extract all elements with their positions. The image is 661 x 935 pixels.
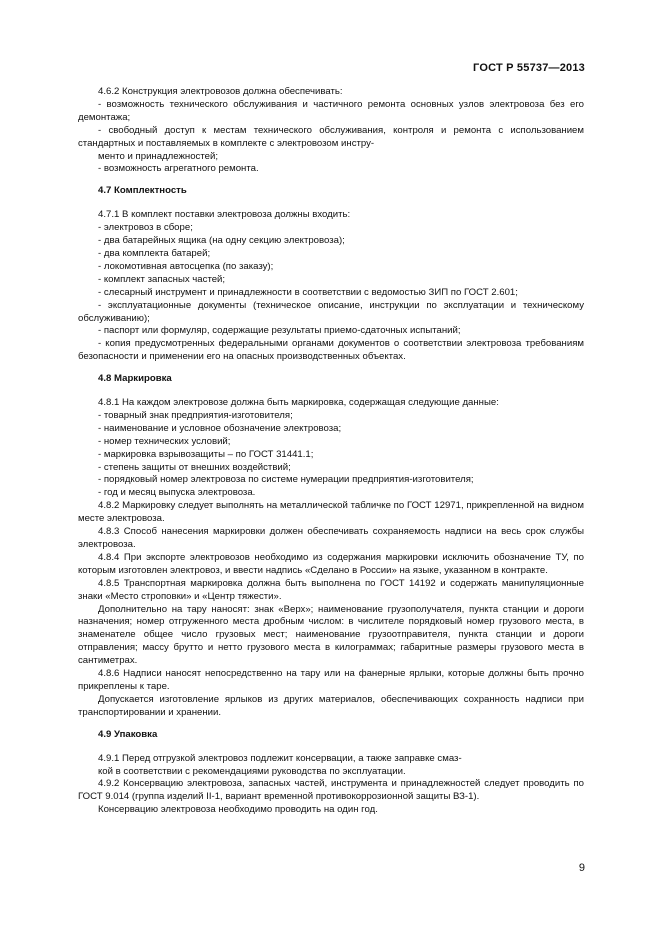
clause-4-6-2-item: менто и принадлежностей; — [98, 150, 218, 162]
list-item: - копия предусмотренных федеральными органами документов о соответствии электровоза требованиям безопасности и применении его на опасных производственных объектах. — [78, 338, 584, 363]
clause-4-6-2-item: - свободный доступ к местам технического обслуживания, контроля и ремонта с использованием стандартных и поставляемых в комплекте с электровозом инстру- — [78, 124, 584, 149]
list-item: - электровоз в сборе; — [98, 222, 193, 234]
list-item: - два батарейных ящика (на одну секцию электровоза); — [98, 235, 345, 247]
section-heading-4-8: 4.8 Маркировка — [98, 373, 172, 385]
list-item: - слесарный инструмент и принадлежности в соответствии с ведомостью ЗИП по ГОСТ 2.601; — [98, 286, 518, 298]
list-item: - два комплекта батарей; — [98, 247, 211, 259]
clause-4-8-4: 4.8.4 При экспорте электровозов необходимо из содержания маркировки исключить обозначение ТУ, по которым изготовлен электровоз, и ввести надпись «Сделано в России» на языке, указанном в контракте. — [78, 551, 584, 576]
clause-4-6-2-item: - возможность технического обслуживания и частичного ремонта основных узлов электровоза без его демонтажа; — [78, 98, 584, 123]
list-item: - порядковый номер электровоза по системе нумерации предприятия-изготовителя; — [98, 474, 474, 486]
clause-4-6-2-item: - возможность агрегатного ремонта. — [98, 163, 259, 175]
list-item: - номер технических условий; — [98, 435, 231, 447]
clause-4-9-2: 4.9.2 Консервацию электровоза, запасных частей, инструмента и принадлежностей следует проводить по ГОСТ 9.014 (группа изделий II-1, вариант временной противокоррозионной защиты ВЗ-1). — [78, 778, 584, 803]
list-item: - товарный знак предприятия-изготовителя; — [98, 409, 293, 421]
clause-4-8-5: 4.8.5 Транспортная маркировка должна быть выполнена по ГОСТ 14192 и содержать манипуляционные знаки «Место строповки» и «Центр тяжести». — [78, 577, 584, 602]
section-heading-4-9: 4.9 Упаковка — [98, 728, 158, 740]
clause-4-8-3: 4.8.3 Способ нанесения маркировки должен обеспечивать сохраняемость надписи на весь срок службы электровоза. — [78, 526, 584, 550]
list-item: - маркировка взрывозащиты – по ГОСТ 31441.1; — [98, 448, 314, 460]
clause-4-9-1: 4.9.1 Перед отгрузкой электровоз подлежит консервации, а также заправке смаз- — [98, 752, 462, 764]
page-number: 9 — [578, 862, 585, 874]
list-item: - комплект запасных частей; — [98, 273, 226, 285]
clause-4-8-2: 4.8.2 Маркировку следует выполнять на металлической табличке по ГОСТ 12971, прикрепленной на видном месте электровоза. — [78, 500, 584, 525]
clause-4-8-6-extra: Допускается изготовление ярлыков из других материалов, обеспечивающих сохранность надписи при транспортировании и хранении. — [78, 693, 584, 718]
section-heading-4-7: 4.7 Комплектность — [98, 185, 187, 197]
clause-4-8-6: 4.8.6 Надписи наносят непосредственно на тару или на фанерные ярлыки, которые должны быть прочно прикреплены к таре. — [78, 668, 584, 692]
clause-4-6-2-title: 4.6.2 Конструкция электровозов должна обеспечивать: — [98, 86, 343, 97]
list-item: - паспорт или формуляр, содержащие результаты приемо-сдаточных испытаний; — [98, 325, 461, 337]
list-item: - эксплуатационные документы (техническое описание, инструкции по эксплуатации и техническому обслуживанию); — [78, 299, 584, 324]
list-item: - локомотивная автосцепка (по заказу); — [98, 260, 274, 272]
clause-4-8-1-intro: 4.8.1 На каждом электровозе должна быть маркировка, содержащая следующие данные: — [98, 397, 499, 409]
clause-4-8-5-extra: Дополнительно на тару наносят: знак «Верх»; наименование грузополучателя, пункта станции и дороги назначения; номер отгруженного места дробным числом: в числителе порядковый номер грузового места, в знаменателе общее число грузовых мест; наименование грузоотправителя, пункта станции и дороги отправления; массу брутто и нетто грузового места в килограммах; габаритные размеры грузового места в сантиметрах. — [78, 603, 584, 667]
clause-4-9-1-cont: кой в соответствии с рекомендациями руководства по эксплуатации. — [98, 765, 406, 777]
standard-header: ГОСТ Р 55737—2013 — [473, 62, 585, 74]
clause-4-9-2-extra: Консервацию электровоза необходимо проводить на один год. — [98, 804, 378, 816]
clause-4-7-1-intro: 4.7.1 В комплект поставки электровоза должны входить: — [98, 209, 351, 221]
page-content — [78, 86, 584, 817]
list-item: - наименование и условное обозначение электровоза; — [98, 422, 342, 434]
list-item: - год и месяц выпуска электровоза. — [98, 487, 256, 499]
list-item: - степень защиты от внешних воздействий; — [98, 461, 291, 473]
